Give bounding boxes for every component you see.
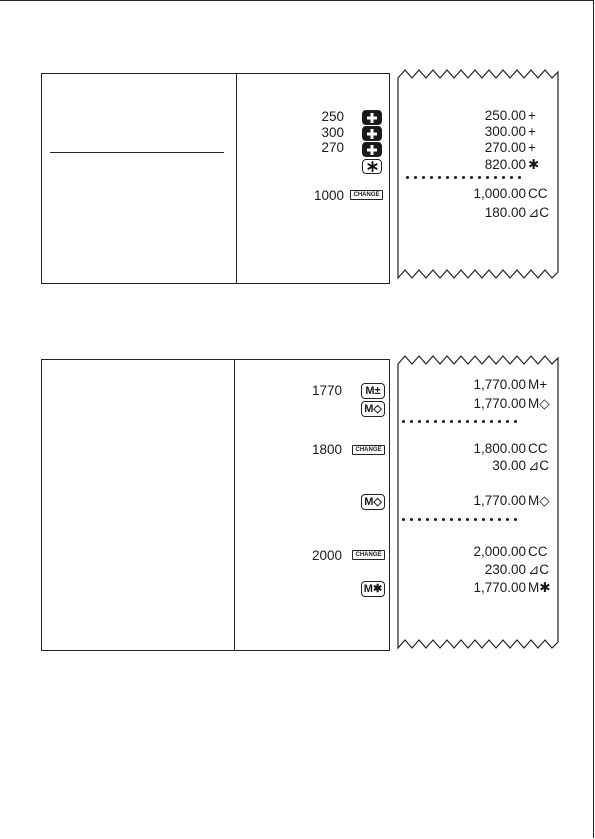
separator-dot bbox=[506, 420, 509, 423]
example1-entry-value: 250 bbox=[321, 109, 344, 124]
tape-line: 1,800.00 CC bbox=[473, 441, 548, 456]
separator-dot bbox=[410, 518, 413, 521]
example1-panel bbox=[41, 73, 390, 284]
separator-dot bbox=[418, 420, 421, 423]
example2-column-divider bbox=[234, 360, 235, 650]
example1-entry-value: 270 bbox=[321, 140, 344, 155]
separator-dot bbox=[442, 420, 445, 423]
example2-entry-value: 1800 bbox=[311, 442, 342, 457]
plus-key bbox=[362, 126, 382, 141]
separator-dot bbox=[482, 420, 485, 423]
separator-dot bbox=[518, 176, 521, 179]
separator-dot bbox=[418, 518, 421, 521]
m-diamond-key: M◇ bbox=[361, 401, 385, 417]
tape-line: 1,770.00 M+ bbox=[473, 377, 548, 392]
separator-dot bbox=[478, 176, 481, 179]
example2-entry-value: 2000 bbox=[311, 548, 342, 563]
tape-line: 1,770.00 M◇ bbox=[473, 396, 550, 411]
separator-dot bbox=[486, 176, 489, 179]
separator-dot bbox=[414, 176, 417, 179]
separator-dot bbox=[410, 420, 413, 423]
tape-line: 250.00 + bbox=[484, 108, 536, 123]
m-plus-minus-key: M± bbox=[361, 383, 385, 399]
separator-dot bbox=[498, 518, 501, 521]
example2-panel bbox=[41, 359, 390, 651]
separator-dot bbox=[454, 176, 457, 179]
tape-separator-dots bbox=[402, 518, 518, 522]
separator-dot bbox=[482, 518, 485, 521]
separator-dot bbox=[430, 176, 433, 179]
separator-dot bbox=[458, 420, 461, 423]
separator-dot bbox=[446, 176, 449, 179]
tape-line: 300.00 + bbox=[484, 124, 536, 139]
example2-receipt-tape bbox=[395, 352, 560, 657]
separator-dot bbox=[402, 420, 405, 423]
separator-dot bbox=[442, 518, 445, 521]
separator-dot bbox=[466, 518, 469, 521]
separator-dot bbox=[422, 176, 425, 179]
m-diamond-key: M◇ bbox=[361, 494, 385, 510]
separator-dot bbox=[506, 518, 509, 521]
example1-description-underline bbox=[50, 152, 224, 153]
separator-dot bbox=[466, 420, 469, 423]
separator-dot bbox=[458, 518, 461, 521]
separator-dot bbox=[474, 518, 477, 521]
tape-line: 180.00 ⊿C bbox=[484, 205, 550, 220]
plus-icon bbox=[366, 112, 378, 124]
tape-line: 1,770.00 M✱ bbox=[473, 580, 551, 595]
separator-dot bbox=[450, 420, 453, 423]
tape-line: 30.00 ⊿C bbox=[492, 458, 550, 473]
tape-separator-dots bbox=[406, 176, 526, 180]
separator-dot bbox=[490, 420, 493, 423]
separator-dot bbox=[494, 176, 497, 179]
separator-dot bbox=[474, 420, 477, 423]
change-key: CHANGE bbox=[350, 190, 383, 200]
plus-icon bbox=[366, 128, 378, 140]
separator-dot bbox=[462, 176, 465, 179]
separator-dot bbox=[450, 518, 453, 521]
separator-dot bbox=[514, 420, 517, 423]
separator-dot bbox=[470, 176, 473, 179]
total-key bbox=[362, 159, 382, 174]
separator-dot bbox=[498, 420, 501, 423]
tape-line: 230.00 ⊿C bbox=[484, 562, 550, 577]
example1-entry-value: 1000 bbox=[313, 188, 344, 203]
example1-entry-value: 300 bbox=[321, 125, 344, 140]
separator-dot bbox=[426, 518, 429, 521]
tape-line: 2,000.00 CC bbox=[473, 544, 548, 559]
separator-dot bbox=[510, 176, 513, 179]
plus-key bbox=[362, 142, 382, 157]
separator-dot bbox=[434, 518, 437, 521]
separator-dot bbox=[406, 176, 409, 179]
change-key: CHANGE bbox=[352, 445, 385, 455]
asterisk-icon bbox=[367, 161, 378, 172]
separator-dot bbox=[514, 518, 517, 521]
separator-dot bbox=[502, 176, 505, 179]
tape-line: 1,770.00 M◇ bbox=[473, 493, 550, 508]
example1-receipt-tape bbox=[395, 66, 560, 286]
separator-dot bbox=[434, 420, 437, 423]
tape-line: 820.00 ✱ bbox=[484, 157, 540, 172]
tape-separator-dots bbox=[402, 420, 518, 424]
separator-dot bbox=[490, 518, 493, 521]
separator-dot bbox=[438, 176, 441, 179]
m-star-key: M✱ bbox=[361, 581, 385, 597]
plus-key bbox=[362, 110, 382, 125]
tape-line: 270.00 + bbox=[484, 140, 536, 155]
tape-line: 1,000.00 CC bbox=[473, 186, 548, 201]
separator-dot bbox=[402, 518, 405, 521]
plus-icon bbox=[366, 144, 378, 156]
example1-column-divider bbox=[236, 74, 237, 283]
example2-entry-value: 1770 bbox=[311, 383, 342, 398]
change-key: CHANGE bbox=[352, 550, 385, 560]
separator-dot bbox=[426, 420, 429, 423]
